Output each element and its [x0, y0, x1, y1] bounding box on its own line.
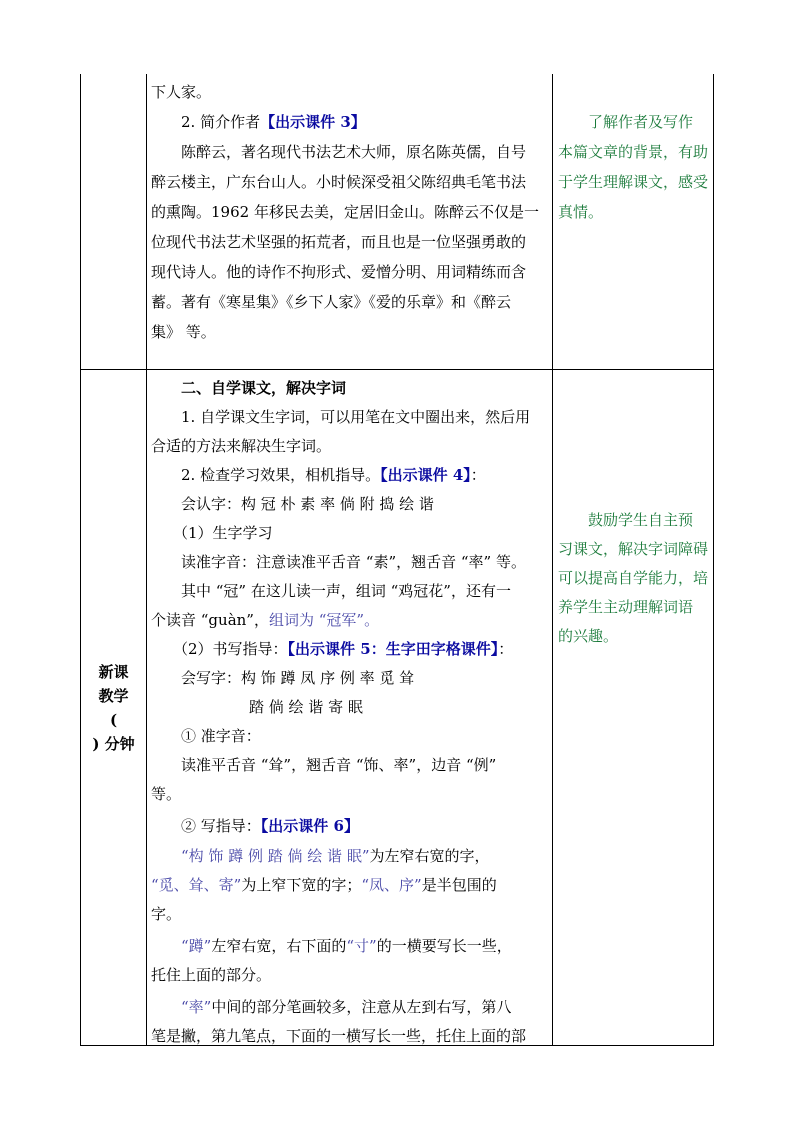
text-line — [151, 995, 548, 1024]
label-line: ( — [109, 711, 118, 729]
text-line: 蓄。著有《寒星集》《乡下人家》《爱的乐章》和《醉云 — [151, 293, 512, 311]
section-label — [82, 660, 145, 756]
text-segment: “蹲” — [181, 937, 212, 955]
note-line: 鼓励学生自主预 — [588, 511, 694, 529]
table-row-divider — [80, 369, 714, 370]
text-line: 的熏陶。1962 年移民去美，定居旧金山。陈醉云不仅是一 — [151, 203, 539, 221]
text-segment: 为上窄下宽的字； — [241, 876, 362, 894]
text-line — [151, 873, 548, 902]
text-line: 醉云楼主，广东台山人。小时候深受祖父陈绍典毛笔书法 — [151, 173, 527, 191]
note-line: 养学生主动理解词语 — [558, 598, 694, 616]
text-line — [151, 608, 548, 637]
text-segment: “构 饰 蹲 例 踏 倘 绘 谐 眠” — [181, 847, 370, 865]
text-line: 下人家。 — [151, 83, 212, 101]
text-segment: （2）书写指导： — [173, 640, 288, 658]
text-segment: 2. 简介作者 — [181, 113, 261, 131]
text-line: （1）生字学习 — [173, 524, 273, 542]
section-heading: 二、自学课文，解决字词 — [181, 379, 347, 397]
note-line: 真情。 — [558, 203, 604, 221]
note-line: 本篇文章的背景，有助 — [558, 143, 709, 161]
text-line: ① 准字音： — [181, 727, 261, 745]
row1-content — [151, 80, 548, 350]
text-line: 字。 — [151, 905, 182, 923]
text-segment: 个读音 “guàn”， — [151, 611, 269, 629]
text-segment: ： — [498, 640, 514, 658]
text-line: 现代诗人。他的诗作不拘形式、爱憎分明、用词精练而含 — [151, 263, 527, 281]
note-line: 了解作者及写作 — [588, 113, 694, 131]
text-segment: “率” — [181, 998, 212, 1016]
note-line: 可以提高自学能力，培 — [558, 569, 709, 587]
text-line: 合适的方法来解决生字词。 — [151, 437, 332, 455]
text-line: 位现代书法艺术坚强的拓荒者，而且也是一位坚强勇敢的 — [151, 233, 527, 251]
table-border-right — [713, 74, 714, 1046]
text-line — [151, 637, 548, 666]
text-line — [151, 844, 548, 873]
table-border-label — [146, 74, 147, 1046]
text-line: 会认字：构 冠 朴 素 率 倘 附 捣 绘 谐 — [181, 495, 434, 513]
courseware-tag: 【出示课件 4】 — [380, 466, 471, 484]
text-line: 1. 自学课文生字词，可以用笔在文中圈出来，然后用 — [181, 408, 531, 426]
text-line: 其中 “冠” 在这儿读一声，组词 “鸡冠花”，还有一 — [181, 582, 511, 600]
text-line: 托住上面的部分。 — [151, 966, 272, 984]
courseware-tag: 【出示课件 6】 — [260, 817, 359, 835]
text-segment: 组词为 “冠军”。 — [268, 611, 380, 629]
courseware-tag: 【出示课件 3】 — [260, 113, 366, 131]
text-line: 集》 等。 — [151, 323, 216, 341]
text-segment: “寸” — [346, 937, 377, 955]
text-segment: 左窄右宽，右下面的 — [211, 937, 347, 955]
table-border-content — [552, 74, 553, 1046]
note-line: 习课文，解决字词障碍 — [558, 540, 709, 558]
courseware-tag: 【出示课件 5：生字田字格课件】 — [287, 640, 499, 658]
text-line — [151, 814, 548, 844]
text-line — [151, 463, 548, 492]
text-segment: “凤、序” — [361, 876, 422, 894]
text-line — [151, 110, 548, 140]
text-segment: 中间的部分笔画较多，注意从左到右写，第八 — [211, 998, 512, 1016]
label-line: 教学 — [98, 687, 129, 705]
text-segment: 2. 检查学习效果，相机指导。 — [181, 466, 381, 484]
note-line: 于学生理解课文，感受 — [558, 173, 709, 191]
text-segment: 为左窄右宽的字， — [369, 847, 490, 865]
table-border-left — [80, 74, 81, 1046]
label-line: ) 分钟 — [92, 735, 135, 753]
text-segment: ： — [470, 466, 486, 484]
text-line: 等。 — [151, 785, 182, 803]
text-segment: 的一横要写长一些， — [376, 937, 512, 955]
text-line: 读准字音：注意读准平舌音 “素”，翘舌音 “率” 等。 — [181, 553, 526, 571]
row1-note — [558, 110, 708, 230]
text-segment: “觅、耸、寄” — [151, 876, 242, 894]
text-line: 读准平舌音 “耸”，翘舌音 “饰、率”，边音 “例” — [181, 756, 497, 774]
text-segment: ② 写指导： — [181, 817, 261, 835]
label-line: 新课 — [98, 663, 129, 681]
note-line: 的兴趣。 — [558, 627, 619, 645]
text-line: 笔是撇，第九笔点，下面的一横写长一些，托住上面的部 — [151, 1027, 527, 1045]
row2-content — [151, 376, 548, 1053]
text-line: 踏 倘 绘 谐 寄 眠 — [249, 698, 363, 716]
text-line — [151, 934, 548, 963]
text-line: 会写字：构 饰 蹲 凤 序 例 率 觅 耸 — [181, 669, 415, 687]
text-segment: 是半包围的 — [421, 876, 497, 894]
text-line: 陈醉云，著名现代书法艺术大师，原名陈英儒，自号 — [181, 143, 527, 161]
row2-note — [558, 508, 708, 653]
